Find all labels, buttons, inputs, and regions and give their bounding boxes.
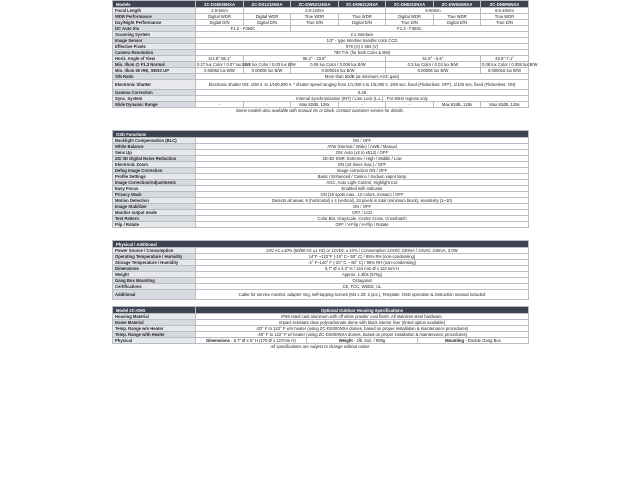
spec-value: Max 82dB, 128x xyxy=(481,102,529,108)
table-row xyxy=(113,102,529,108)
spec-value: IP66 rated cast aluminum with off white powder coat finish. All stainless steel hardware. xyxy=(196,314,529,320)
spec-value: F1.2 - F360C xyxy=(196,26,291,32)
row-label: Day/Night Performance xyxy=(113,20,196,26)
spec-value: -4° F~140° F (-20° C ~ 60° C) / 95% RH (non-condensing) xyxy=(196,260,529,266)
row-label: Certifications xyxy=(113,284,196,290)
row-label: Min. Illum 50 IRE, SENS UP xyxy=(113,68,196,74)
spec-value: Enabled with indicator xyxy=(196,186,529,192)
row-label: Gamma Correction xyxy=(113,90,196,96)
row-label: Profile Settings xyxy=(113,174,196,180)
row-label: Horiz. Angle of View xyxy=(113,56,196,62)
spec-value: True WDR xyxy=(481,14,529,20)
row-label: Dimensions xyxy=(113,266,196,272)
models-header: Models xyxy=(113,1,196,8)
spec-value: True D/N xyxy=(481,20,529,26)
spec-value: Digital D/N xyxy=(196,20,244,26)
row-label: WDR Performance xyxy=(113,14,196,20)
spec-value: OFF / V-Flip / H-Flip / Rotate xyxy=(196,222,529,228)
spec-value: 24V AC ±10% (50/60 Hz ±1 Hz) or 12VDC ± 10% / Consumption 12VDC 230mA / 24VAC 240mA, 3.0W xyxy=(196,248,529,254)
spec-value: 14°F ~122°F (-10° C~ 50° C) / 85% RH (non-condensing) xyxy=(196,254,529,260)
row-label: Electronic Shutter xyxy=(113,80,196,90)
row-label: Privacy Mask xyxy=(113,192,196,198)
spec-value: - xyxy=(386,102,434,108)
spec-value: 0.00006 lux B/W xyxy=(244,68,291,74)
physical-additional-table xyxy=(112,240,529,300)
spec-value: - xyxy=(196,102,244,108)
spec-value: ON / OFF xyxy=(196,204,529,210)
spec-value: Basic / Enhanced / Casino / Sodium vapor lamp xyxy=(196,174,529,180)
spec-value: F1.3 - F360C xyxy=(291,26,529,32)
spec-value: 114.8°-56.1° xyxy=(196,56,244,62)
row-label: S/N Ratio xyxy=(113,74,196,80)
row-label: Flip / Rotate xyxy=(113,222,196,228)
spec-value: True D/N xyxy=(386,20,434,26)
camera-table-header xyxy=(113,1,529,8)
model-column-header: ZC-DW5212NXA xyxy=(291,1,339,8)
housing-model-header: Model ZC-OHS xyxy=(113,307,196,314)
spec-value: 5.7" Ø x 4.3" H / 144 mm Ø x 110 mm H xyxy=(196,266,529,272)
spec-value: 0.000016 lux B/W xyxy=(481,68,529,74)
row-label: Housing Material xyxy=(113,314,196,320)
table-row xyxy=(113,290,529,300)
spec-value: 976 (H) x 494 (V) xyxy=(196,44,529,50)
spec-value: 2D-3D DNR: Extreme / High / Middle / Low xyxy=(196,156,529,162)
spec-value: Approx. 1.3lbs (570g) xyxy=(196,272,529,278)
row-label: Storage Temperature / Humidity xyxy=(113,260,196,266)
model-column-header: ZC-DN5R5NXA xyxy=(481,1,529,8)
row-label: Easy Focus xyxy=(113,186,196,192)
model-column-header: ZC-DW5G5NXA xyxy=(434,1,481,8)
spec-value: - xyxy=(244,102,291,108)
spec-value: 0.00006 lux B/W xyxy=(386,68,481,74)
row-label: Temp. Range w/o Heater xyxy=(113,326,196,332)
row-label: Test Pattern xyxy=(113,216,196,222)
spec-value: CRT / LCD xyxy=(196,210,529,216)
spec-value: ON (16 times max.) / OFF xyxy=(196,162,529,168)
osd-functions-table xyxy=(112,130,529,228)
row-label: Backlight Compensation (BLC) xyxy=(113,138,196,144)
spec-value: 98.2° - 23.8° xyxy=(244,56,386,62)
row-label: Motion Detection xyxy=(113,198,196,204)
row-label: White Balance xyxy=(113,144,196,150)
spec-value: 8.5-40mm xyxy=(481,8,529,14)
row-label: Scanning System xyxy=(113,32,196,38)
spec-value: CE, FCC, WEEE, UL xyxy=(196,284,529,290)
spec-value: -20° F to 122° F w/o heater (using ZC-DS000NXA domes, based on proper installation & maintenance procedures) xyxy=(196,326,529,332)
spec-value: AGC, Auto Light Control, Highlight Cut xyxy=(196,180,529,186)
housing-title-header: Optional Outdoor Housing Specifications xyxy=(196,307,529,314)
spec-value: 0.3 lux Color / 0.03 lux B/W xyxy=(245,62,296,67)
spec-value: - xyxy=(339,102,386,108)
housing-dimensions: Dimensions - 6.7" Ø x 5" H (170 Ø x 127mm H) xyxy=(196,338,307,344)
row-label: Image Correction/Adjustments xyxy=(113,180,196,186)
spec-value: True D/N xyxy=(291,20,339,26)
spec-value: True WDR xyxy=(291,14,339,20)
housing-weight: Weight - 2lb. 5oz. / 908g xyxy=(307,338,418,344)
spec-value: Detects all areas. 6 (horizontal) x 4 (vertical), 24 pixels in total (minimum block), sensitivity (1~10) xyxy=(196,198,529,204)
row-label: Effective Pixels xyxy=(113,44,196,50)
spec-value: Digital D/N xyxy=(434,20,481,26)
table-row xyxy=(113,80,529,90)
housing-spec-table xyxy=(112,306,529,344)
spec-value: ON (16 spots max., 10 colors, mosaic) / OFF xyxy=(196,192,529,198)
spec-sheet xyxy=(112,0,538,350)
spec-value: Digital D/N xyxy=(244,20,291,26)
spec-value: Image correction ON / OFF xyxy=(196,168,529,174)
row-label: Weight xyxy=(113,272,196,278)
spec-value: 0.08 lux Color / 0.008 lux B/W xyxy=(482,62,538,67)
table-row xyxy=(113,222,529,228)
row-label: Power Source / Consumption xyxy=(113,248,196,254)
spec-value: Max 82dB, 128x xyxy=(291,102,339,108)
spec-value: ON: Auto (x2 to x512) / OFF xyxy=(196,150,529,156)
osd-section-title: OSD Functions xyxy=(113,131,529,138)
spec-value: Electronic shutter ON: 1/60 s. to 1/100,000 s. * shutter speed ranging from 1/1,000 s to 1/5,000 s, 1/60 sec. fixed (Flickerless: OFF), 1/100 sec. fixed (Flickerless: ON) xyxy=(196,80,529,90)
row-label: 2D/ 3D Digital Noise Reduction xyxy=(113,156,196,162)
row-label: Electronic Zoom xyxy=(113,162,196,168)
row-label: Image Sensor xyxy=(113,38,196,44)
row-label: Sync. System xyxy=(113,96,196,102)
spec-value: Max 82dB, 128x xyxy=(434,102,481,108)
row-label: Gang Box Mounting xyxy=(113,278,196,284)
row-label: Min. Illum @ F1.3 Normal xyxy=(113,62,196,68)
spec-value: 0.27 lux Color / 0.07 lux B/W xyxy=(197,62,251,67)
footnote: All specifications are subject to change without notice xyxy=(270,344,370,349)
spec-value: ON / OFF xyxy=(196,138,529,144)
spec-value: Impact-resistant clear polycarbonate dome with black interior liner (tinted option available) xyxy=(196,320,529,326)
row-label: Focal Length xyxy=(113,8,196,14)
spec-value: True WDR xyxy=(434,14,481,20)
spec-value: 700 TVL (for both Color & BW) xyxy=(196,50,529,56)
spec-value: Internal synchronization (INT) / Line Lock (L.L.) : For 60Hz regions only xyxy=(196,96,529,102)
spec-value: ATW (Normal / Wide) / AWB / Manual xyxy=(196,144,529,150)
physical-section-title: Physical / Additional xyxy=(113,241,529,248)
spec-value: 0.00052 lux B/W xyxy=(196,68,244,74)
camera-spec-table xyxy=(112,0,538,108)
spec-value: -40° F to 122° F w/ heater (using ZC-DS000NXA domes, based on proper installation & maintenance procedures) xyxy=(196,332,529,338)
model-column-header: ZC-DW6212NXA xyxy=(339,1,386,8)
row-label: Image Stabilizer xyxy=(113,204,196,210)
row-label: Monitor output mode xyxy=(113,210,196,216)
spec-value: Digital WDR xyxy=(196,14,244,20)
row-label: Camera Resolution xyxy=(113,50,196,56)
spec-value: 0.3 lux Color / 0.03 lux B/W xyxy=(386,62,481,68)
spec-value: 0.000016 lux B/W xyxy=(291,68,386,74)
row-label: Additional xyxy=(113,290,196,300)
spec-value: Cable for service monitor, adapter ring, self-tapping screws (M4 x 20: 2 pcs.), Template, OSD operation & instruction manual included xyxy=(196,290,529,300)
spec-value: 5-50mm xyxy=(386,8,481,14)
spec-value: Digital WDR xyxy=(386,14,434,20)
spec-value: 0.08 lux Color / 0.008 lux B/W xyxy=(291,62,386,68)
spec-value: True WDR xyxy=(339,14,386,20)
spec-value: 1/3" - type Interline transfer color CCD xyxy=(196,38,529,44)
row-label: Temp. Range with Heater xyxy=(113,332,196,338)
spec-value: More than 50dB (at minimum AGC gain) xyxy=(196,74,529,80)
row-label: Physical xyxy=(113,338,196,344)
row-label: Sens Up xyxy=(113,150,196,156)
spec-value: 2:1 Interlace xyxy=(196,32,529,38)
spec-value: Color Bar, Grayscale, Center Cross, Crosshatch xyxy=(196,216,529,222)
model-column-header: ZC-DS5026NXA xyxy=(196,1,244,8)
spec-value: Digital WDR xyxy=(244,14,291,20)
row-label: Defog Image Correction xyxy=(113,168,196,174)
row-label: Dome Material xyxy=(113,320,196,326)
camera-table-note: Some models also available with manual iris or black. Contact customer service for details. xyxy=(235,108,405,113)
housing-mounting: Mounting - Double Gang Box xyxy=(418,338,529,344)
row-label: DC Auto Iris xyxy=(113,26,196,32)
row-label: Operating Temperature / Humidity xyxy=(113,254,196,260)
model-column-header: ZC-DS1212NXA xyxy=(244,1,291,8)
spec-value: 2.8-5mm xyxy=(196,8,244,14)
spec-value: Digital D/N xyxy=(339,20,386,26)
housing-physical-row xyxy=(113,338,529,344)
spec-value: Octagonal xyxy=(196,278,529,284)
row-label: Wide Dynamic Range xyxy=(113,102,196,108)
spec-value: 33.5°-7.1° xyxy=(481,56,529,62)
model-column-header: ZC-DN5310NXA xyxy=(386,1,434,8)
spec-value: 2.8-12mm xyxy=(244,8,386,14)
spec-value: 51.8° - 5.6° xyxy=(386,56,481,62)
spec-value: 0.45 xyxy=(196,90,529,96)
